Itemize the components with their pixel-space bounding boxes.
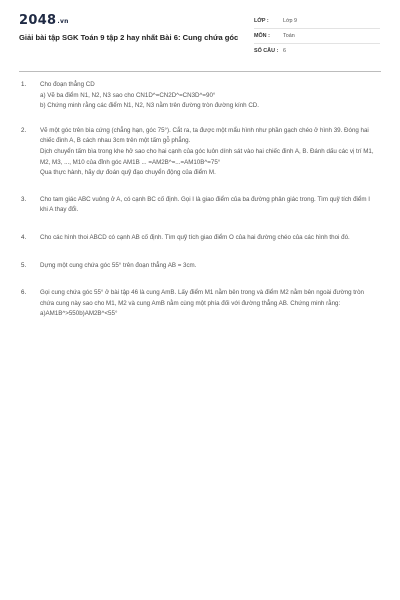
header-divider [19, 71, 381, 72]
logo-tld: .vn [57, 18, 69, 25]
meta-label: MÔN : [254, 33, 270, 39]
question-subpart: Qua thực hành, hãy dự đoán quỹ đạo chuyển động của điểm M. [40, 169, 216, 177]
question-body [40, 126, 376, 179]
question-subpart: b) Chứng minh rằng các điểm N1, N2, N3 nằm trên đường tròn đường kính CD. [40, 102, 259, 110]
question-item [21, 195, 376, 216]
question-subpart: a) Vẽ ba điểm N1, N2, N3 sao cho CN1D^=CN2D^=CN3D^=90° [40, 91, 216, 99]
question-body [40, 195, 376, 216]
site-logo[interactable] [19, 13, 69, 28]
page-title: Giải bài tập SGK Toán 9 tập 2 hay nhất Bài 6: Cung chứa góc [19, 33, 239, 42]
meta-value: Lớp 9 [283, 18, 298, 24]
question-text: Cho tam giác ABC vuông ở A, có cạnh BC cố định. Gọi I là giao điểm của ba đường phân giác trong. Tìm quỹ tích điểm I khi A thay đổi. [40, 195, 370, 214]
meta-row-grade [254, 14, 380, 29]
question-item [21, 288, 376, 320]
question-body [40, 261, 376, 272]
question-body [40, 288, 376, 320]
logo-text: 2048 [19, 13, 57, 28]
meta-row-subject [254, 29, 380, 44]
question-number: 3. [21, 195, 27, 203]
meta-label: LỚP : [254, 18, 269, 24]
meta-value: 6 [283, 48, 286, 54]
question-text: Gọi cung chứa góc 55° ở bài tập 46 là cung AmB. Lấy điểm M1 nằm bên trong và điểm M2 nằm bên ngoài đường tròn chứa cung này sao cho M1, M2 và cung AmB nằm cùng một phía đối với đường thẳng AB. Chứng minh rằng: [40, 289, 364, 307]
question-number: 4. [21, 233, 27, 241]
question-item [21, 261, 376, 272]
question-text: Vẽ một góc trên bìa cứng (chẳng hạn, góc 75°). Cắt ra, ta được một mẩu hình như phần gạch chéo ở hình 39. Đóng hai chiếc đinh A, B cách nhau 3cm trên một tấm gỗ phẳng. [40, 126, 369, 145]
meta-info-box [254, 14, 380, 58]
question-subpart: Dịch chuyển tấm bìa trong khe hở sao cho hai cạnh của góc luôn dính sát vào hai chiếc đinh A, B. Đánh dấu các vị trí M1, M2, M3, ..., M10 của đỉnh góc AM1B ... =AM2B^=...=AM10B^=75° [40, 147, 374, 166]
question-item [21, 126, 376, 179]
question-text: Cho các hình thoi ABCD có cạnh AB cố định. Tìm quỹ tích giao điểm O của hai đường chéo của các hình thoi đó. [40, 233, 350, 241]
question-number: 1. [21, 81, 27, 88]
meta-row-count [254, 44, 380, 58]
question-body [40, 80, 376, 112]
question-number: 6. [21, 289, 27, 297]
question-subpart: a)AM1B^>550b)AM2B^<55° [40, 310, 118, 318]
question-number: 5. [21, 261, 27, 269]
question-body [40, 233, 376, 244]
meta-label: SỐ CÂU : [254, 48, 279, 54]
question-list [21, 80, 376, 320]
question-text: Cho đoạn thẳng CD [40, 81, 95, 88]
meta-value: Toán [283, 33, 295, 39]
question-item [21, 233, 376, 244]
question-text: Dựng một cung chứa góc 55° trên đoạn thẳng AB = 3cm. [40, 261, 197, 269]
question-item [21, 80, 376, 112]
question-number: 2. [21, 126, 27, 134]
